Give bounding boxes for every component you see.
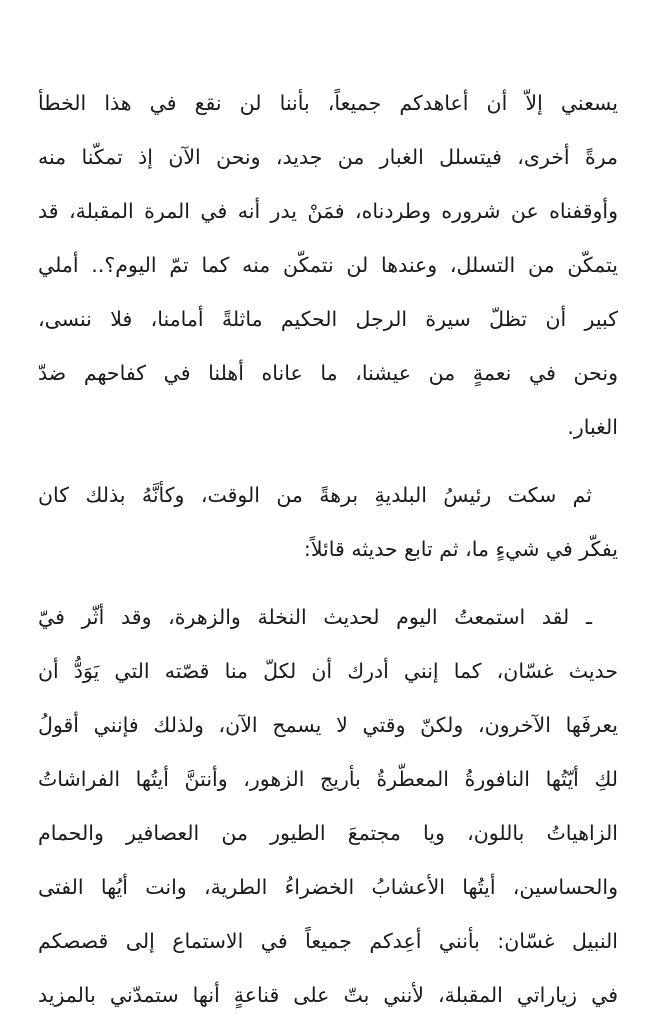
text-line: ونحن في نعمةٍ من عيشنا، ما عاناه أهلنا في كفاحهم ضدّ bbox=[38, 361, 618, 385]
text-line: يسعني إلاّ أن أعاهدكم جميعاً، بأننا لن نقع في هذا الخطأ bbox=[38, 91, 618, 115]
text-line: في زياراتي المقبلة، لأنني بتّ على قناعةٍ أنها ستمدّني بالمزيد bbox=[38, 983, 618, 1007]
text-line: لكِ أيّتُها النافورةُ المعطّرةُ بأريج الزهور، وأنتنَّ أيتُها الفراشاتُ bbox=[38, 767, 618, 791]
text-line: ثم سكت رئيسُ البلديةِ برهةً من الوقت، وكأنَّهُ بذلك كان bbox=[38, 483, 592, 507]
paragraph-2 bbox=[38, 468, 618, 576]
text-line: حديث غسّان، كما إنني أدرك أن لكلّ منا قصّته التي يَوَدُّ أن bbox=[38, 659, 618, 683]
document-page bbox=[38, 76, 618, 1022]
text-line: والحساسين، أيتُها الأعشابُ الخضراءُ الطرية، وانت أيُها الفتى bbox=[38, 875, 618, 899]
text-line: الغبار. bbox=[567, 415, 618, 439]
text-line: يتمكّن من التسلل، وعندها لن نتمكّن منه كما تمّ اليوم؟.. أملي bbox=[38, 253, 618, 277]
text-line: يفكّر في شيءٍ ما، ثم تابع حديثه قائلاً: bbox=[303, 537, 618, 561]
text-line: كبير أن تظلّ سيرة الرجل الحكيم ماثلةً أمامنا، فلا ننسى، bbox=[38, 307, 618, 331]
paragraph-spacer bbox=[38, 454, 618, 468]
text-line: النبيل غسّان: بأنني أعِدكم جميعاً في الاستماع إلى قصصكم bbox=[38, 929, 618, 953]
paragraph-spacer bbox=[38, 576, 618, 590]
text-line: مرةً أخرى، فيتسلل الغبار من جديد، ونحن الآن إذ تمكّنا منه bbox=[38, 145, 618, 169]
text-line: يعرفَها الآخرون، ولكنّ وقتي لا يسمح الآن، ولذلك فإنني أقولُ bbox=[38, 713, 618, 737]
text-line: الزاهياتُ باللون، ويا مجتمعَ الطيور من العصافير والحمام bbox=[38, 821, 618, 845]
paragraph-1 bbox=[38, 76, 618, 454]
text-line: وأوقفناه عن شروره وطردناه، فمَنْ يدر أنه في المرة المقبلة، قد bbox=[38, 199, 618, 223]
text-line: ـ لقد استمعتُ اليوم لحديث النخلة والزهرة، وقد أثّر فيّ bbox=[38, 605, 592, 629]
paragraph-3 bbox=[38, 590, 618, 1022]
